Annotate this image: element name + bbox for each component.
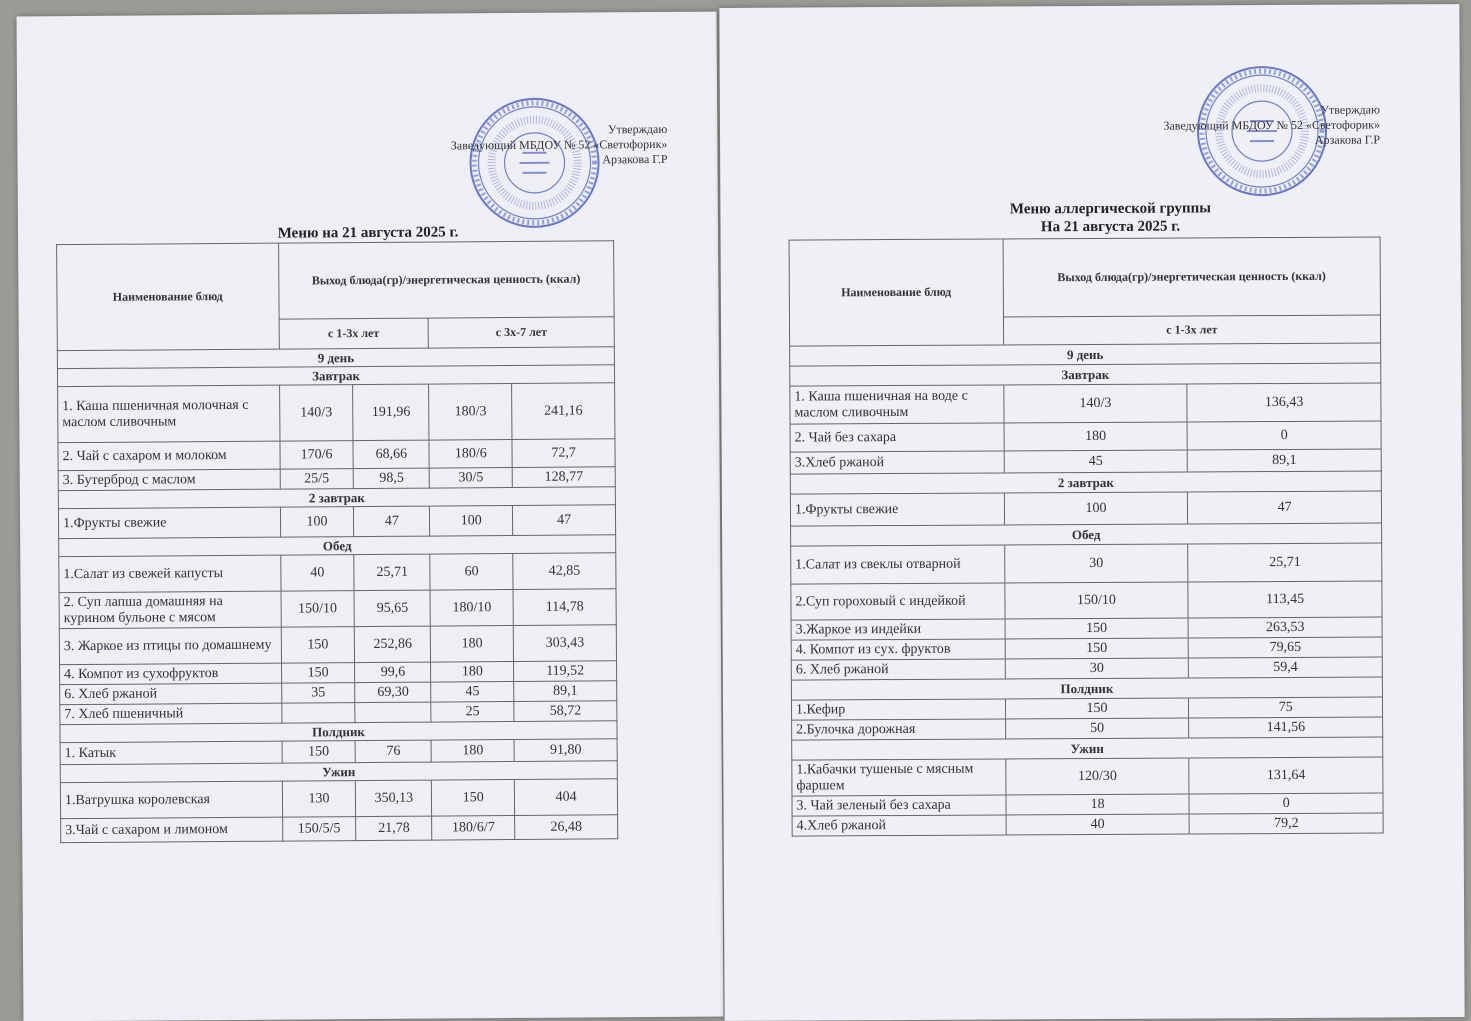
dish-value: 58,72 bbox=[514, 701, 617, 722]
dish-name: 6. Хлеб ржаной bbox=[60, 683, 282, 705]
dish-value: 100 bbox=[430, 506, 513, 537]
dish-value: 150 bbox=[432, 779, 515, 816]
dish-value: 150 bbox=[1005, 698, 1189, 719]
dish-value: 79,65 bbox=[1189, 637, 1383, 658]
menu-table bbox=[56, 240, 618, 843]
table-row bbox=[59, 625, 616, 665]
dish-name: 7. Хлеб пшеничный bbox=[60, 703, 282, 725]
dish-value: 30 bbox=[1005, 658, 1189, 679]
dish-value: 180 bbox=[1004, 422, 1188, 451]
header-output: Выход блюда(гр)/энергетическая ценность (ккал) bbox=[278, 241, 614, 319]
dish-value: 150 bbox=[281, 627, 355, 664]
dish-value: 30 bbox=[1004, 544, 1188, 583]
dish-value: 25/5 bbox=[280, 469, 354, 490]
dish-value: 0 bbox=[1187, 421, 1381, 450]
dish-name: 1.Кефир bbox=[791, 699, 1005, 720]
dish-value: 404 bbox=[515, 779, 618, 816]
table-row bbox=[790, 383, 1381, 424]
dish-name: 3. Чай зеленый без сахара bbox=[792, 795, 1006, 816]
dish-name: 3.Чай с сахаром и лимоном bbox=[61, 817, 283, 843]
dish-value: 150 bbox=[1005, 638, 1189, 659]
section-title: Полдник bbox=[60, 721, 617, 743]
dish-value: 119,52 bbox=[514, 661, 617, 682]
dish-value: 131,64 bbox=[1189, 757, 1383, 794]
section-title: Завтрак bbox=[790, 363, 1381, 386]
dish-name: 2. Чай без сахара bbox=[790, 423, 1004, 452]
dish-value: 180 bbox=[431, 739, 514, 762]
dish-value: 60 bbox=[430, 554, 513, 591]
menu-sheet-allergy bbox=[719, 4, 1464, 1021]
dish-value: 0 bbox=[1189, 793, 1383, 814]
dish-value: 45 bbox=[1004, 450, 1188, 473]
dish-value: 89,1 bbox=[1188, 449, 1382, 472]
table-row bbox=[791, 543, 1382, 584]
table-row bbox=[792, 757, 1383, 796]
dish-name: 3.Хлеб ржаной bbox=[790, 451, 1004, 474]
dish-name: 4. Компот из сухофруктов bbox=[60, 663, 282, 685]
dish-name: 4.Хлеб ржаной bbox=[792, 815, 1006, 836]
approval-line: Утверждаю bbox=[1163, 102, 1380, 118]
dish-name: 1. Каша пшеничная на воде с маслом сливочным bbox=[790, 385, 1004, 424]
header-dish-name: Наименование блюд bbox=[57, 243, 279, 351]
table-row bbox=[790, 421, 1381, 452]
page-title: Меню на 21 августа 2025 г. bbox=[218, 223, 518, 243]
approval-line: Арзакова Г.Р bbox=[451, 152, 668, 169]
dish-value: 128,77 bbox=[512, 467, 615, 488]
dish-value: 140/3 bbox=[279, 385, 353, 442]
dish-value: 180/10 bbox=[430, 590, 513, 627]
dish-value: 180/3 bbox=[429, 384, 512, 441]
dish-value: 252,86 bbox=[355, 626, 431, 663]
dish-value: 45 bbox=[431, 681, 514, 702]
dish-value: 170/6 bbox=[279, 441, 353, 470]
section-title: Завтрак bbox=[57, 365, 614, 387]
dish-value: 47 bbox=[513, 505, 616, 536]
dish-name: 3. Жаркое из птицы по домашнему bbox=[59, 627, 281, 665]
dish-name: 2.Суп гороховый с индейкой bbox=[791, 583, 1005, 620]
table-row bbox=[59, 589, 616, 629]
section-title: Ужин bbox=[792, 737, 1383, 760]
dish-value: 18 bbox=[1006, 794, 1190, 815]
dish-name: 1.Салат из свеклы отварной bbox=[791, 545, 1005, 584]
dish-value: 191,96 bbox=[353, 384, 429, 441]
dish-value: 100 bbox=[280, 507, 354, 538]
dish-value: 89,1 bbox=[514, 681, 617, 702]
dish-value: 95,65 bbox=[354, 590, 430, 627]
header-age-1-3: с 1-3х лет bbox=[1003, 315, 1380, 345]
dish-value: 150/5/5 bbox=[282, 817, 356, 842]
dish-value: 40 bbox=[1006, 814, 1190, 835]
menu-table-body bbox=[790, 343, 1384, 836]
dish-value: 35 bbox=[281, 683, 355, 704]
dish-value: 180 bbox=[431, 662, 514, 683]
dish-value bbox=[281, 703, 355, 724]
dish-value: 59,4 bbox=[1189, 657, 1383, 678]
dish-value: 72,7 bbox=[512, 439, 615, 468]
dish-value bbox=[355, 702, 431, 723]
section-title: Полдник bbox=[791, 677, 1382, 700]
dish-value: 180 bbox=[431, 626, 514, 663]
table-row bbox=[61, 815, 618, 843]
section-title: 2 завтрак bbox=[790, 471, 1381, 494]
dish-name: 3.Жаркое из индейки bbox=[791, 619, 1005, 640]
dish-name: 2. Чай с сахаром и молоком bbox=[58, 441, 280, 471]
section-title: Ужин bbox=[60, 761, 617, 783]
page-title bbox=[950, 199, 1270, 237]
table-row bbox=[790, 449, 1381, 474]
table-row bbox=[58, 439, 615, 471]
dish-value: 25,71 bbox=[354, 554, 430, 591]
menu-table bbox=[789, 236, 1384, 836]
dish-value: 114,78 bbox=[513, 589, 616, 626]
header-age-3-7: с 3х-7 лет bbox=[428, 317, 614, 348]
dish-value: 120/30 bbox=[1005, 758, 1189, 795]
dish-value: 47 bbox=[354, 506, 430, 537]
dish-name: 2.Булочка дорожная bbox=[792, 719, 1006, 740]
dish-value: 150 bbox=[1005, 618, 1189, 639]
approval-line: Заведующий МБДОУ № 52 «Светофорик» bbox=[451, 137, 668, 154]
table-row bbox=[59, 553, 616, 593]
approval-line: Арзакова Г.Р bbox=[1163, 132, 1380, 148]
table-row bbox=[791, 581, 1382, 620]
header-dish-name: Наименование блюд bbox=[789, 239, 1003, 346]
dish-name: 4. Компот из сух. фруктов bbox=[791, 639, 1005, 660]
table-row bbox=[60, 779, 617, 819]
menu-table-body bbox=[57, 347, 617, 843]
dish-value: 75 bbox=[1189, 697, 1383, 718]
dish-value: 79,2 bbox=[1189, 813, 1383, 834]
dish-value: 91,80 bbox=[514, 739, 617, 762]
dish-value: 26,48 bbox=[515, 815, 618, 840]
dish-name: 1.Салат из свежей капусты bbox=[59, 555, 281, 593]
dish-value: 99,6 bbox=[355, 662, 431, 683]
section-title: 2 завтрак bbox=[58, 487, 615, 509]
table-row bbox=[58, 505, 615, 539]
dish-value: 100 bbox=[1004, 492, 1188, 525]
dish-value: 113,45 bbox=[1188, 581, 1382, 618]
dish-value: 180/6/7 bbox=[432, 815, 515, 840]
dish-value: 68,66 bbox=[353, 440, 429, 469]
dish-value: 98,5 bbox=[354, 468, 430, 489]
dish-value: 180/6 bbox=[429, 440, 512, 469]
dish-value: 150 bbox=[281, 663, 355, 684]
dish-value: 350,13 bbox=[356, 780, 432, 817]
dish-value: 25,71 bbox=[1188, 543, 1382, 582]
dish-value: 47 bbox=[1188, 491, 1382, 524]
dish-value: 21,78 bbox=[356, 816, 432, 841]
dish-value: 150 bbox=[282, 741, 356, 764]
dish-name: 1.Фрукты свежие bbox=[790, 493, 1004, 526]
page-title-line-1: Меню аллергической группы bbox=[950, 199, 1270, 219]
dish-value: 130 bbox=[282, 781, 356, 818]
table-row bbox=[58, 383, 615, 443]
section-title: Обед bbox=[59, 535, 616, 557]
day-label: 9 день bbox=[57, 347, 614, 369]
dish-name: 1.Фрукты свежие bbox=[58, 507, 280, 539]
dish-name: 1. Каша пшеничная молочная с маслом сливочным bbox=[58, 385, 280, 443]
dish-name: 6. Хлеб ржаной bbox=[791, 659, 1005, 680]
dish-value: 136,43 bbox=[1187, 383, 1381, 422]
dish-value: 50 bbox=[1005, 718, 1189, 739]
dish-value: 141,56 bbox=[1189, 717, 1383, 738]
approval-line: Заведующий МБДОУ № 52 «Светофорик» bbox=[1163, 117, 1380, 133]
menu-sheet-general bbox=[17, 12, 724, 1021]
approval-line: Утверждаю bbox=[451, 122, 668, 139]
dish-name: 2. Суп лапша домашняя на курином бульоне с мясом bbox=[59, 591, 281, 629]
dish-value: 30/5 bbox=[429, 468, 512, 489]
header-age-1-3: с 1-3х лет bbox=[279, 318, 429, 349]
table-row bbox=[790, 491, 1381, 526]
header-output: Выход блюда(гр)/энергетическая ценность (ккал) bbox=[1003, 237, 1381, 317]
dish-value: 303,43 bbox=[513, 625, 616, 662]
dish-name: 1. Катык bbox=[60, 741, 282, 765]
dish-value: 42,85 bbox=[513, 553, 616, 590]
dish-value: 25 bbox=[431, 701, 514, 722]
page-title-line-2: На 21 августа 2025 г. bbox=[950, 217, 1270, 237]
dish-value: 150/10 bbox=[1005, 582, 1189, 619]
dish-name: 3. Бутерброд с маслом bbox=[58, 469, 280, 491]
dish-value: 40 bbox=[280, 555, 354, 592]
dish-value: 241,16 bbox=[512, 383, 615, 440]
dish-name: 1.Ватрушка королевская bbox=[60, 781, 282, 819]
dish-name: 1.Кабачки тушеные с мясным фаршем bbox=[792, 759, 1006, 796]
dish-value: 76 bbox=[355, 740, 431, 763]
day-label: 9 день bbox=[790, 343, 1381, 366]
section-title: Обед bbox=[791, 523, 1382, 546]
dish-value: 263,53 bbox=[1188, 617, 1382, 638]
table-row bbox=[792, 813, 1383, 836]
approval-block bbox=[451, 122, 668, 169]
approval-block bbox=[1163, 102, 1380, 148]
dish-value: 140/3 bbox=[1004, 384, 1188, 423]
dish-value: 150/10 bbox=[281, 591, 355, 628]
dish-value: 69,30 bbox=[355, 682, 431, 703]
